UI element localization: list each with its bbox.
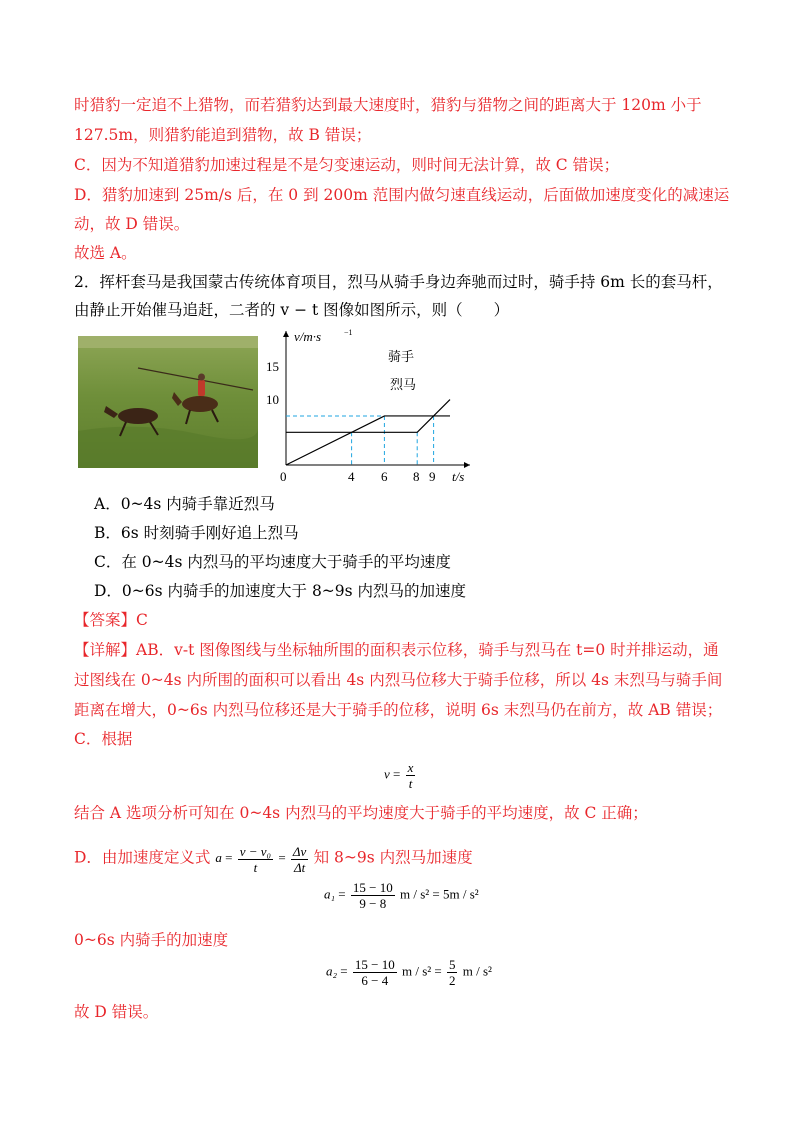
fraction xyxy=(353,957,397,988)
option-c: C．在 0~4s 内烈马的平均速度大于骑手的平均速度 xyxy=(94,553,451,571)
explanation-line: 结合 A 选项分析可知在 0~4s 内烈马的平均速度大于骑手的平均速度，故 C 正确； xyxy=(74,804,648,822)
explanation-line: 故 D 错误。 xyxy=(74,1003,159,1021)
x-axis-label: t/s xyxy=(452,469,465,484)
formula-symbol: = xyxy=(338,886,346,902)
prev-text-line: 127.5m，则猎豹能追到猎物，故 B 错误； xyxy=(74,126,372,144)
formula-symbol: = xyxy=(393,766,401,782)
numerator: v − v₀ xyxy=(239,844,272,859)
explanation-line: C．根据 xyxy=(74,730,133,748)
denominator: 9 − 8 xyxy=(359,896,387,911)
origin-label: 0 xyxy=(280,469,287,484)
formula-symbol: a₁ xyxy=(324,886,336,902)
avg-velocity-formula xyxy=(384,760,417,791)
y-axis-label: v/m·s xyxy=(294,329,322,344)
formula-symbol: = xyxy=(225,850,233,866)
denominator: 6 − 4 xyxy=(361,973,389,988)
denominator: t xyxy=(408,776,413,791)
formula-unit: m / s² xyxy=(462,963,492,979)
prev-choice-line: 故选 A。 xyxy=(74,244,137,262)
vt-graph xyxy=(262,325,482,490)
prev-text-line: 动，故 D 错误。 xyxy=(74,215,190,233)
prev-text-line: D．猎豹加速到 25m/s 后，在 0 到 200m 范围内做匀速直线运动，后面做加速度变化的减速运 xyxy=(74,186,730,204)
explanation-text: D．由加速度定义式 xyxy=(74,848,211,867)
denominator: t xyxy=(253,860,258,875)
formula-middle: m / s² = xyxy=(401,963,442,979)
fraction xyxy=(351,880,395,911)
explanation-line xyxy=(74,844,473,875)
fraction xyxy=(447,957,458,988)
question-stem: 2．挥杆套马是我国蒙古传统体育项目，烈马从骑手身边奔驰而过时，骑手持 6m 长的套马杆， xyxy=(74,273,723,291)
formula-symbol: a xyxy=(215,850,222,866)
formula-symbol: a₂ xyxy=(326,963,338,979)
formula-symbol: = xyxy=(340,963,348,979)
rider-series-label: 骑手 xyxy=(388,349,415,364)
explanation-line: 0~6s 内骑手的加速度 xyxy=(74,931,229,949)
x-tick-label: 6 xyxy=(381,469,388,484)
question-stem: 由静止开始催马追赶，二者的 v − t 图像如图所示，则（ ） xyxy=(74,301,510,319)
numerator: 5 xyxy=(448,957,456,972)
y-tick-label: 10 xyxy=(266,392,279,407)
numerator: x xyxy=(407,760,414,775)
horse-series-label: 烈马 xyxy=(390,377,417,392)
formula-symbol: v xyxy=(384,766,390,782)
denominator: 2 xyxy=(448,973,456,988)
explanation-line: 过图线在 0~4s 内所围的面积可以看出 4s 内烈马位移大于骑手位移，所以 4s 末烈马与骑手间 xyxy=(74,671,723,689)
fraction xyxy=(238,844,273,875)
explanation-line: 距离在增大，0~6s 内烈马位移还是大于骑手的位移，说明 6s 末烈马仍在前方，故 AB 错误； xyxy=(74,701,723,719)
numerator: Δv xyxy=(292,844,307,859)
denominator: Δt xyxy=(293,860,306,875)
fraction xyxy=(406,760,416,791)
prev-text-line: C．因为不知道猎豹加速过程是不是匀变速运动，则时间无法计算，故 C 错误； xyxy=(74,156,620,174)
option-a: A．0~4s 内骑手靠近烈马 xyxy=(94,495,275,513)
fraction xyxy=(291,844,308,875)
answer-label: 【答案】C xyxy=(74,611,148,629)
formula-tail: m / s² = 5m / s² xyxy=(399,886,479,902)
numerator: 15 − 10 xyxy=(354,957,395,972)
y-axis-exponent: −1 xyxy=(344,328,353,337)
formula-symbol: = xyxy=(278,850,286,866)
y-tick-label: 15 xyxy=(266,359,279,374)
explanation-line: 【详解】AB．v-t 图像图线与坐标轴所围的面积表示位移，骑手与烈马在 t=0 时并排运动，通 xyxy=(74,641,719,659)
option-b: B．6s 时刻骑手刚好追上烈马 xyxy=(94,524,299,542)
a2-formula xyxy=(326,957,492,988)
horse-riding-photo xyxy=(78,336,258,468)
a1-formula xyxy=(324,880,479,911)
x-tick-label: 8 xyxy=(413,469,420,484)
explanation-text: 知 8~9s 内烈马加速度 xyxy=(313,848,473,867)
numerator: 15 − 10 xyxy=(352,880,393,895)
x-tick-label: 9 xyxy=(429,469,436,484)
option-d: D．0~6s 内骑手的加速度大于 8~9s 内烈马的加速度 xyxy=(94,582,467,600)
x-tick-label: 4 xyxy=(348,469,355,484)
prev-text-line: 时猎豹一定追不上猎物，而若猎豹达到最大速度时，猎豹与猎物之间的距离大于 120m 小于 xyxy=(74,96,702,114)
